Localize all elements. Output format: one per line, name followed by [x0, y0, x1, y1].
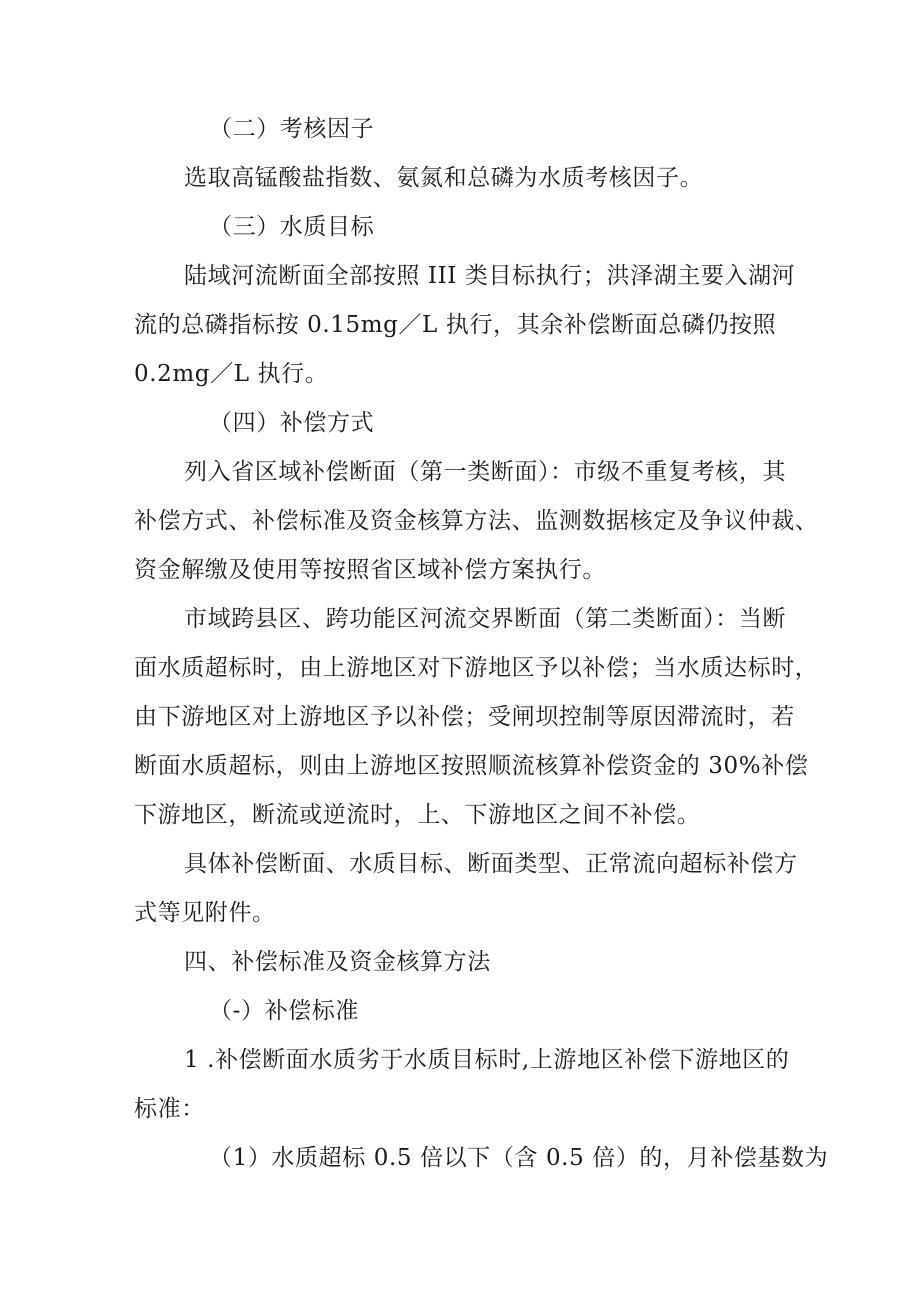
- heading-assessment-factors: （二）考核因子: [209, 116, 375, 142]
- paragraph-line: 1 .补偿断面水质劣于水质目标时,上游地区补偿下游地区的: [184, 1047, 790, 1073]
- paragraph-line: 资金解缴及使用等按照省区域补偿方案执行。: [134, 557, 606, 583]
- paragraph-assessment-factors: 选取高锰酸盐指数、氨氮和总磷为水质考核因子。: [184, 165, 704, 191]
- paragraph-line: （1）水质超标 0.5 倍以下（含 0.5 倍）的，月补偿基数为: [209, 1145, 829, 1171]
- paragraph-line: 面水质超标时，由上游地区对下游地区予以补偿；当水质达标时，: [134, 655, 819, 681]
- paragraph-line: 断面水质超标，则由上游地区按照顺流核算补偿资金的 30%补偿: [134, 753, 809, 779]
- paragraph-line: 列入省区域补偿断面（第一类断面）：市级不重复考核，其: [184, 459, 787, 485]
- paragraph-line: 标准：: [134, 1096, 205, 1122]
- paragraph-line: 下游地区，断流或逆流时，上、下游地区之间不补偿。: [134, 802, 701, 828]
- paragraph-line: 市域跨县区、跨功能区河流交界断面（第二类断面）：当断: [184, 606, 787, 632]
- paragraph-line: 流的总磷指标按 0.15mg／L 执行，其余补偿断面总磷仍按照: [134, 312, 777, 338]
- paragraph-line: 补偿方式、补偿标准及资金核算方法、监测数据核定及争议仲裁、: [134, 508, 819, 534]
- paragraph-line: 陆域河流断面全部按照 III 类目标执行；洪泽湖主要入湖河: [184, 263, 796, 289]
- paragraph-line: 0.2mg／L 执行。: [134, 361, 329, 387]
- paragraph-line: 由下游地区对上游地区予以补偿；受闸坝控制等原因滞流时，若: [134, 704, 795, 730]
- heading-section-four: 四、补偿标准及资金核算方法: [184, 949, 491, 975]
- paragraph-line: 式等见附件。: [134, 900, 276, 926]
- paragraph-line: 具体补偿断面、水质目标、断面类型、正常流向超标补偿方: [184, 851, 798, 877]
- heading-water-quality-target: （三）水质目标: [209, 214, 375, 240]
- heading-compensation-method: （四）补偿方式: [209, 410, 375, 436]
- heading-compensation-standard: （-）补偿标准: [209, 998, 359, 1024]
